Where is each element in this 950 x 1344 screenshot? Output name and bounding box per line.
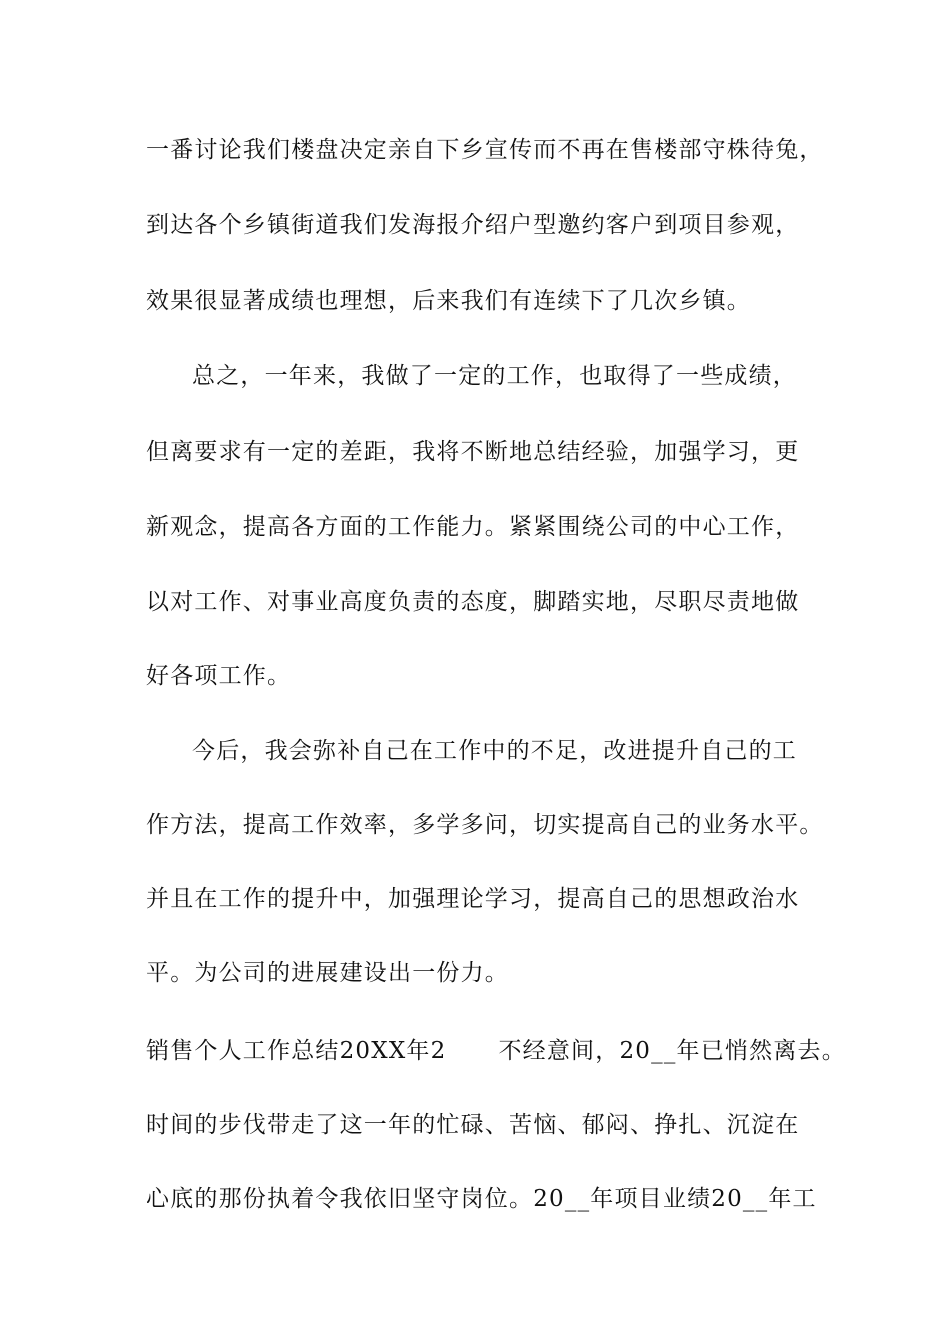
final-line-2: 心底的那份执着令我依旧坚守岗位。20__年项目业绩20__年工 [146, 1186, 817, 1212]
heading-line [146, 1036, 846, 1066]
final-line-1: 时间的步伐带走了这一年的忙碌、苦恼、郁闷、挣扎、沉淀在 [146, 1112, 800, 1138]
text-line-5: 但离要求有一定的差距，我将不断地总结经验，加强学习，更 [146, 439, 800, 465]
text-line-11: 并且在工作的提升中，加强理论学习，提高自己的思想政治水 [146, 886, 800, 912]
text-line-1: 一番讨论我们楼盘决定亲自下乡宣传而不再在售楼部守株待兔， [146, 137, 824, 163]
document-title: 销售个人工作总结20XX年2 [146, 1038, 447, 1064]
heading-line-text: 不经意间，20__年已悄然离去。 [498, 1038, 846, 1064]
text-line-9: 今后，我会弥补自己在工作中的不足，改进提升自己的工 [192, 738, 797, 764]
text-line-4: 总之，一年来，我做了一定的工作，也取得了一些成绩， [192, 363, 797, 389]
text-line-6: 新观念，提高各方面的工作能力。紧紧围绕公司的中心工作， [146, 514, 800, 540]
text-line-2: 到达各个乡镇街道我们发海报介绍户型邀约客户到项目参观， [146, 212, 800, 238]
text-line-10: 作方法，提高工作效率，多学多问，切实提高自己的业务水平。 [146, 812, 824, 838]
text-line-12: 平。为公司的进展建设出一份力。 [146, 960, 509, 986]
text-line-7: 以对工作、对事业高度负责的态度，脚踏实地，尽职尽责地做 [146, 589, 800, 615]
text-line-3: 效果很显著成绩也理想，后来我们有连续下了几次乡镇。 [146, 288, 751, 314]
text-line-8: 好各项工作。 [146, 663, 292, 689]
